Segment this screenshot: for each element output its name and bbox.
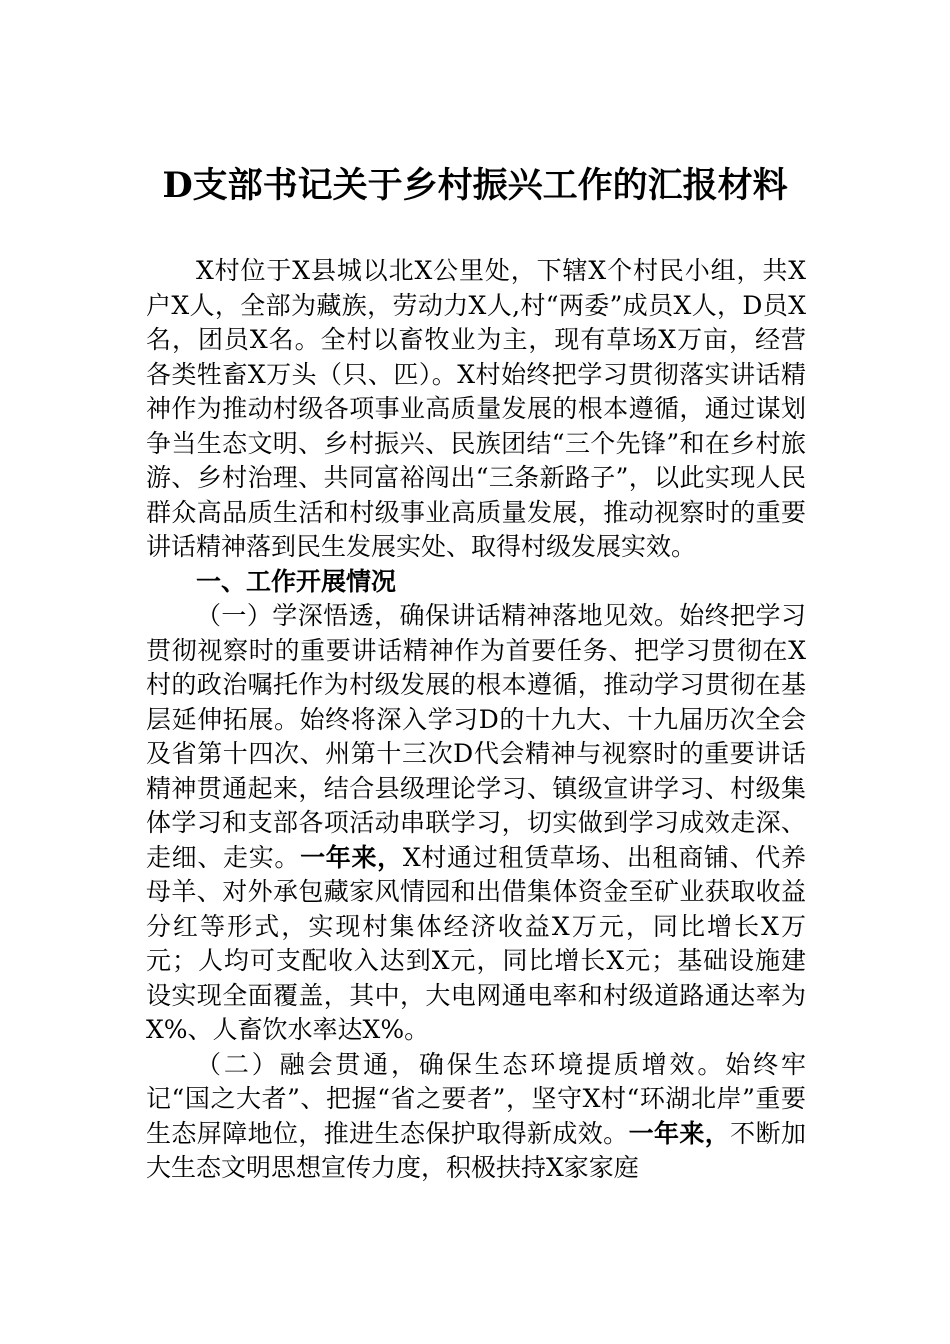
paragraph-study-text-b: X村通过租赁草场、出租商铺、代养母羊、对外承包藏家风情园和出借集体资金至矿业获取收益分红等形式，实现村集体经济收益X万元，同比增长X万元；人均可支配收入达到X元，同比增长X元；基础设施建设实现全面覆盖，其中，大电网通电率和村级道路通达率为X%、人畜饮水率达X%。	[146, 842, 806, 1044]
paragraph-ecology-text-a: （二）融会贯通，确保生态环境提质增效。始终牢记“国之大者”、把握“省之要者”，坚守X村“环湖北岸”重要生态屏障地位，推进生态保护取得新成效。	[146, 1049, 806, 1148]
paragraph-study	[146, 599, 806, 1048]
paragraph-study-bold-phrase: 一年来，	[300, 842, 403, 872]
paragraph-ecology	[146, 1048, 806, 1186]
paragraph-ecology-bold-phrase: 一年来，	[628, 1118, 731, 1148]
document-title: D支部书记关于乡村振兴工作的汇报材料	[162, 165, 788, 206]
paragraph-ecology-text-b: 不断加大生态文明思想宣传力度，积极扶持X家家庭	[146, 1118, 806, 1182]
intro-paragraph: X村位于X县城以北X公里处，下辖X个村民小组，共X户X人，全部为藏族，劳动力X人,村“两委”成员X人，D员X名，团员X名。全村以畜牧业为主，现有草场X万亩，经营各类牲畜X万头（只、匹）。X村始终把学习贯彻落实讲话精神作为推动村级各项事业高质量发展的根本遵循，通过谋划争当生态文明、乡村振兴、民族团结“三个先锋”和在乡村旅游、乡村治理、共同富裕闯出“三条新路子”，以此实现人民群众高品质生活和村级事业高质量发展，推动视察时的重要讲话精神落到民生发展实处、取得村级发展实效。	[146, 256, 806, 561]
section-heading-work-status: 一、工作开展情况	[196, 566, 397, 596]
document-body	[146, 254, 806, 1186]
paragraph-study-text-a: （一）学深悟透，确保讲话精神落地见效。始终把学习贯彻视察时的重要讲话精神作为首要任务、把学习贯彻在X村的政治嘱托作为村级发展的根本遵循，推动学习贯彻在基层延伸拓展。始终将深入学习D的十九大、十九届历次全会及省第十四次、州第十三次D代会精神与视察时的重要讲话精神贯通起来，结合县级理论学习、镇级宣讲学习、村级集体学习和支部各项活动串联学习，切实做到学习成效走深、走细、走实。	[146, 601, 806, 872]
